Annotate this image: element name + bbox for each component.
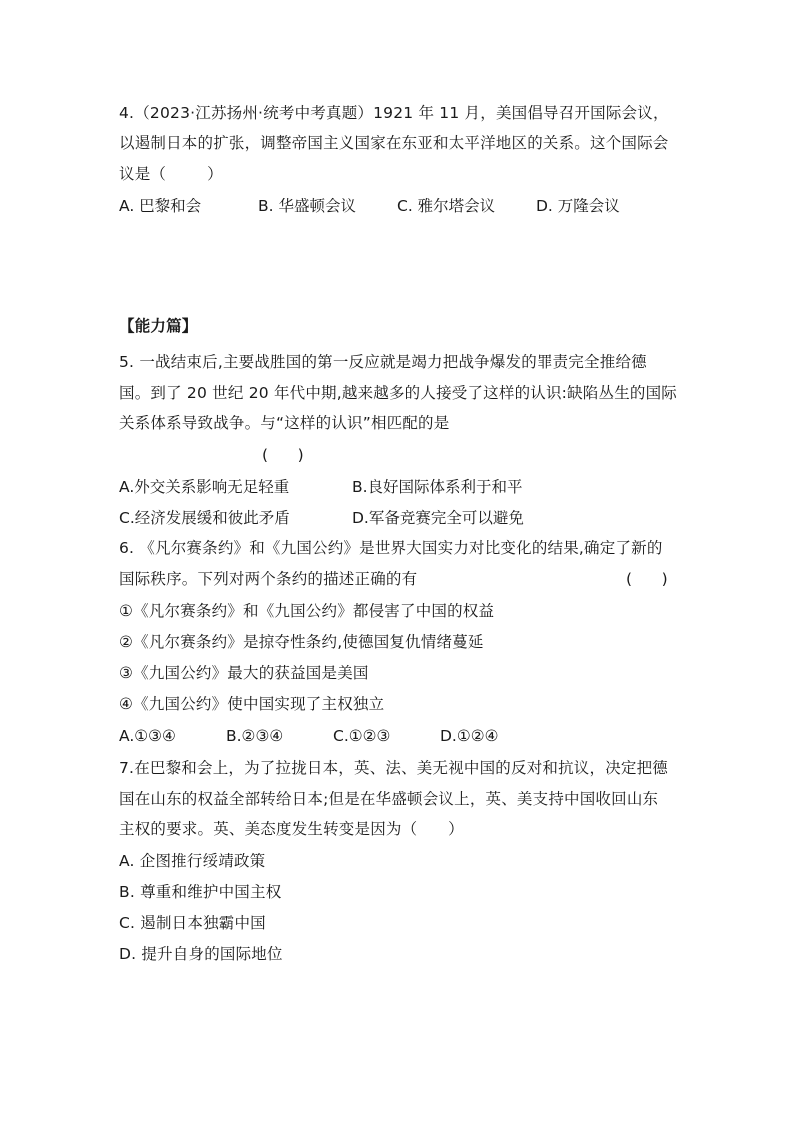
q4-option-c: C. 雅尔塔会议 <box>397 197 496 215</box>
q6-option-d: D.①②④ <box>440 727 499 745</box>
q5-option-a: A.外交关系影响无足轻重 <box>119 478 290 496</box>
q4-line3: 议是（ ） <box>119 165 223 183</box>
q7-option-b: B. 尊重和维护中国主权 <box>119 883 282 901</box>
section-title: 【能力篇】 <box>119 317 198 335</box>
q5-line3: 关系体系导致战争。与“这样的认识”相匹配的是 <box>119 414 450 432</box>
q4-option-d: D. 万隆会议 <box>536 197 620 215</box>
q6-item-3: ③《九国公约》最大的获益国是美国 <box>119 664 369 682</box>
q5-option-c: C.经济发展缓和彼此矛盾 <box>119 509 290 527</box>
q6-option-b: B.②③④ <box>226 727 284 745</box>
q5-answer-paren: ( ) <box>262 446 304 464</box>
q5-option-b: B.良好国际体系利于和平 <box>352 478 523 496</box>
q5-line2: 国。到了 20 世纪 20 年代中期,越来越多的人接受了这样的认识:缺陷丛生的国际 <box>119 384 678 402</box>
q4-option-b: B. 华盛顿会议 <box>258 197 356 215</box>
q6-option-a: A.①③④ <box>119 727 176 745</box>
q6-item-1: ①《凡尔赛条约》和《九国公约》都侵害了中国的权益 <box>119 602 495 620</box>
q6-line1: 6. 《凡尔赛条约》和《九国公约》是世界大国实力对比变化的结果,确定了新的 <box>119 539 663 557</box>
q4-line1: 4.（2023·江苏扬州·统考中考真题）1921 年 11 月，美国倡导召开国际会议， <box>119 104 669 122</box>
q7-line1: 7.在巴黎和会上，为了拉拢日本，英、法、美无视中国的反对和抗议，决定把德 <box>119 759 668 777</box>
q7-line2: 国在山东的权益全部转给日本;但是在华盛顿会议上，英、美支持中国收回山东 <box>119 790 659 808</box>
q6-item-2: ②《凡尔赛条约》是掠夺性条约,使德国复仇情绪蔓延 <box>119 633 484 651</box>
q4-option-a: A. 巴黎和会 <box>119 197 202 215</box>
q5-line1: 5. 一战结束后,主要战胜国的第一反应就是竭力把战争爆发的罪责完全推给德 <box>119 353 647 371</box>
q6-item-4: ④《九国公约》使中国实现了主权独立 <box>119 695 385 713</box>
q4-line2: 以遏制日本的扩张，调整帝国主义国家在东亚和太平洋地区的关系。这个国际会 <box>119 134 669 152</box>
q7-option-a: A. 企图推行绥靖政策 <box>119 852 266 870</box>
q6-answer-paren: ( ) <box>626 570 668 588</box>
q6-line2: 国际秩序。下列对两个条约的描述正确的有 <box>119 570 418 588</box>
q7-line3: 主权的要求。英、美态度发生转变是因为（ ） <box>119 820 464 838</box>
q7-option-d: D. 提升自身的国际地位 <box>119 945 283 963</box>
q6-option-c: C.①②③ <box>333 727 391 745</box>
q7-option-c: C. 遏制日本独霸中国 <box>119 914 266 932</box>
q5-option-d: D.军备竞赛完全可以避免 <box>352 509 524 527</box>
